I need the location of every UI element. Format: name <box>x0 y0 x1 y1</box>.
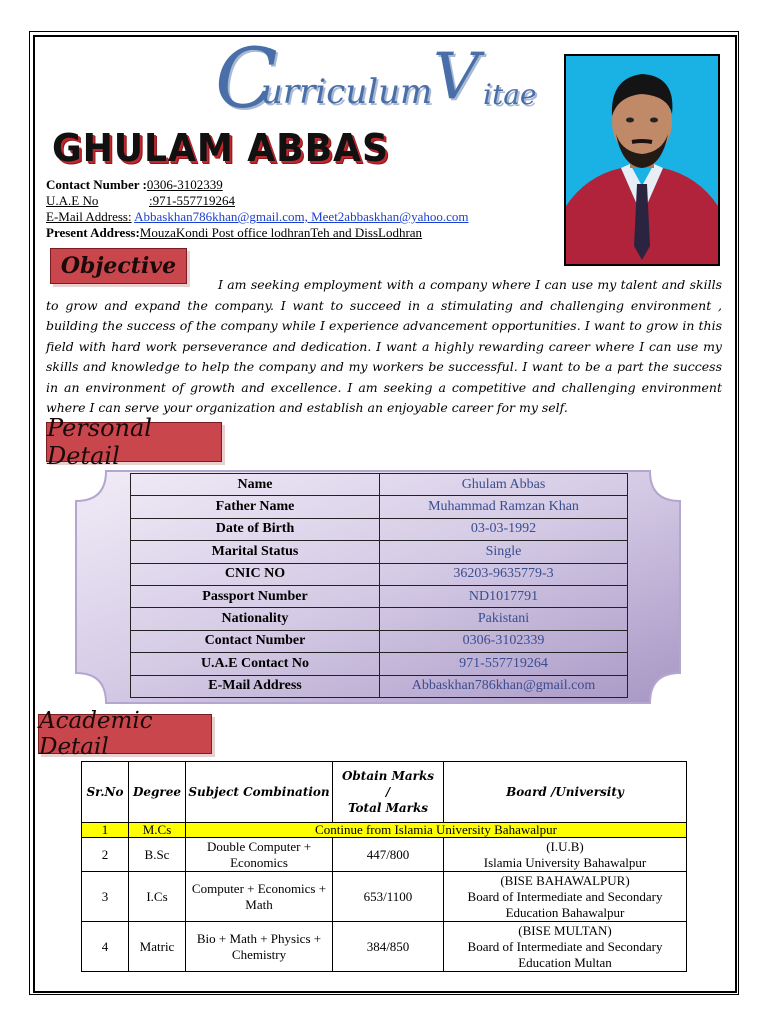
table-row <box>82 838 687 872</box>
table-row <box>82 823 687 838</box>
personal-value: Abbaskhan786khan@gmail.com <box>380 675 628 697</box>
personal-key: U.A.E Contact No <box>131 653 380 675</box>
table-row <box>131 496 628 518</box>
cell-degree: M.Cs <box>129 823 186 838</box>
personal-value: 971-557719264 <box>380 653 628 675</box>
personal-detail-heading: Personal Detail <box>46 422 222 462</box>
personal-key: Father Name <box>131 496 380 518</box>
personal-value: Ghulam Abbas <box>380 474 628 496</box>
table-row <box>82 872 687 922</box>
personal-value: 0306-3102339 <box>380 630 628 652</box>
contact-address-label: Present Address: <box>46 225 140 240</box>
objective-text: I am seeking employment with a company where I can use my talent and skills to grow and expand the company. I want to succeed in a stimulating and challenging environment , building the success of the company while I experience advancement opportunities. I want to grow in this field with hard work perseverance and dedication. I want a highly rewarding career where I can use my skills and knowledge to help the company and my workers be successful. I want to be a part the success in an environment of growth and excellence. I am seeking a competitive and challenging environment where I can serve your organization and establish an enjoyable career for my self. <box>46 277 722 415</box>
board-abbrev: (I.U.B) <box>546 838 584 854</box>
personal-value: Pakistani <box>380 608 628 630</box>
contact-email-links[interactable]: Abbaskhan786khan@gmail.com, Meet2abbaskhan@yahoo.com <box>134 209 469 224</box>
cv-title-itae: itae <box>483 78 537 111</box>
personal-key: Nationality <box>131 608 380 630</box>
cv-title-v: V <box>433 40 480 114</box>
board-abbrev: (BISE MULTAN) <box>518 922 612 938</box>
cell-degree: I.Cs <box>129 872 186 922</box>
marks-header-line2: / <box>385 785 391 799</box>
board-full: Board of Intermediate and Secondary Education Multan <box>467 938 663 970</box>
col-header-degree: Degree <box>129 762 186 823</box>
cell-board <box>444 838 687 872</box>
table-row <box>131 585 628 607</box>
cell-subject: Double Computer + Economics <box>186 838 333 872</box>
contact-address-line <box>46 225 422 241</box>
personal-key: Marital Status <box>131 541 380 563</box>
cell-subject: Bio + Math + Physics + Chemistry <box>186 922 333 972</box>
table-row <box>131 563 628 585</box>
cell-continue-note: Continue from Islamia University Bahawalpur <box>186 823 687 838</box>
contact-email-line <box>46 209 469 225</box>
personal-key: Passport Number <box>131 585 380 607</box>
cell-marks: 384/850 <box>333 922 444 972</box>
cell-srno: 4 <box>82 922 129 972</box>
cell-board <box>444 922 687 972</box>
portrait-illustration <box>566 56 718 264</box>
contact-email-label: E-Mail Address: <box>46 209 132 224</box>
personal-key: CNIC NO <box>131 563 380 585</box>
table-row <box>131 518 628 540</box>
table-row <box>82 922 687 972</box>
personal-value: ND1017791 <box>380 585 628 607</box>
personal-value: 36203-9635779-3 <box>380 563 628 585</box>
objective-paragraph <box>46 275 722 419</box>
cell-subject: Computer + Economics + Math <box>186 872 333 922</box>
cell-srno: 2 <box>82 838 129 872</box>
academic-detail-table <box>81 761 687 972</box>
cell-degree: Matric <box>129 922 186 972</box>
col-header-srno: Sr.No <box>82 762 129 823</box>
objective-heading: Objective <box>50 248 187 284</box>
cell-marks: 653/1100 <box>333 872 444 922</box>
contact-uae-line <box>46 193 235 209</box>
personal-value: Muhammad Ramzan Khan <box>380 496 628 518</box>
board-full: Board of Intermediate and Secondary Education Bahawalpur <box>467 888 663 920</box>
board-abbrev: (BISE BAHAWALPUR) <box>500 872 630 888</box>
candidate-name-heading: GHULAM ABBAS <box>52 126 389 170</box>
board-full: Islamia University Bahawalpur <box>483 854 647 870</box>
table-row <box>131 630 628 652</box>
contact-address-value: MouzaKondi Post office lodhranTeh and DissLodhran <box>139 225 423 240</box>
academic-detail-heading: Academic Detail <box>38 714 212 754</box>
personal-value: Single <box>380 541 628 563</box>
cell-degree: B.Sc <box>129 838 186 872</box>
table-row <box>131 608 628 630</box>
personal-value: 03-03-1992 <box>380 518 628 540</box>
col-header-board: Board /University <box>444 762 687 823</box>
cv-title <box>215 32 560 128</box>
personal-key: Contact Number <box>131 630 380 652</box>
profile-photo <box>564 54 720 266</box>
table-row <box>131 653 628 675</box>
contact-phone-label: Contact Number : <box>46 177 147 192</box>
cell-marks: 447/800 <box>333 838 444 872</box>
personal-key: E-Mail Address <box>131 675 380 697</box>
table-header-row <box>82 762 687 823</box>
col-header-marks <box>333 762 444 823</box>
contact-phone-value: 0306-3102339 <box>146 177 223 192</box>
cell-srno: 1 <box>82 823 129 838</box>
col-header-subject: Subject Combination <box>186 762 333 823</box>
personal-detail-table <box>130 473 628 698</box>
table-row <box>131 541 628 563</box>
cv-title-c: C <box>215 32 278 127</box>
table-row <box>131 675 628 697</box>
marks-header-line3: Total Marks <box>347 801 429 815</box>
contact-uae-value: :971-557719264 <box>149 193 235 208</box>
cell-srno: 3 <box>82 872 129 922</box>
personal-key: Name <box>131 474 380 496</box>
cv-title-urriculum: urriculum <box>261 72 433 112</box>
contact-phone-line <box>46 177 223 193</box>
cell-board <box>444 872 687 922</box>
marks-header-line1: Obtain Marks <box>341 769 435 783</box>
contact-uae-label: U.A.E No <box>46 193 99 208</box>
table-row <box>131 474 628 496</box>
personal-key: Date of Birth <box>131 518 380 540</box>
